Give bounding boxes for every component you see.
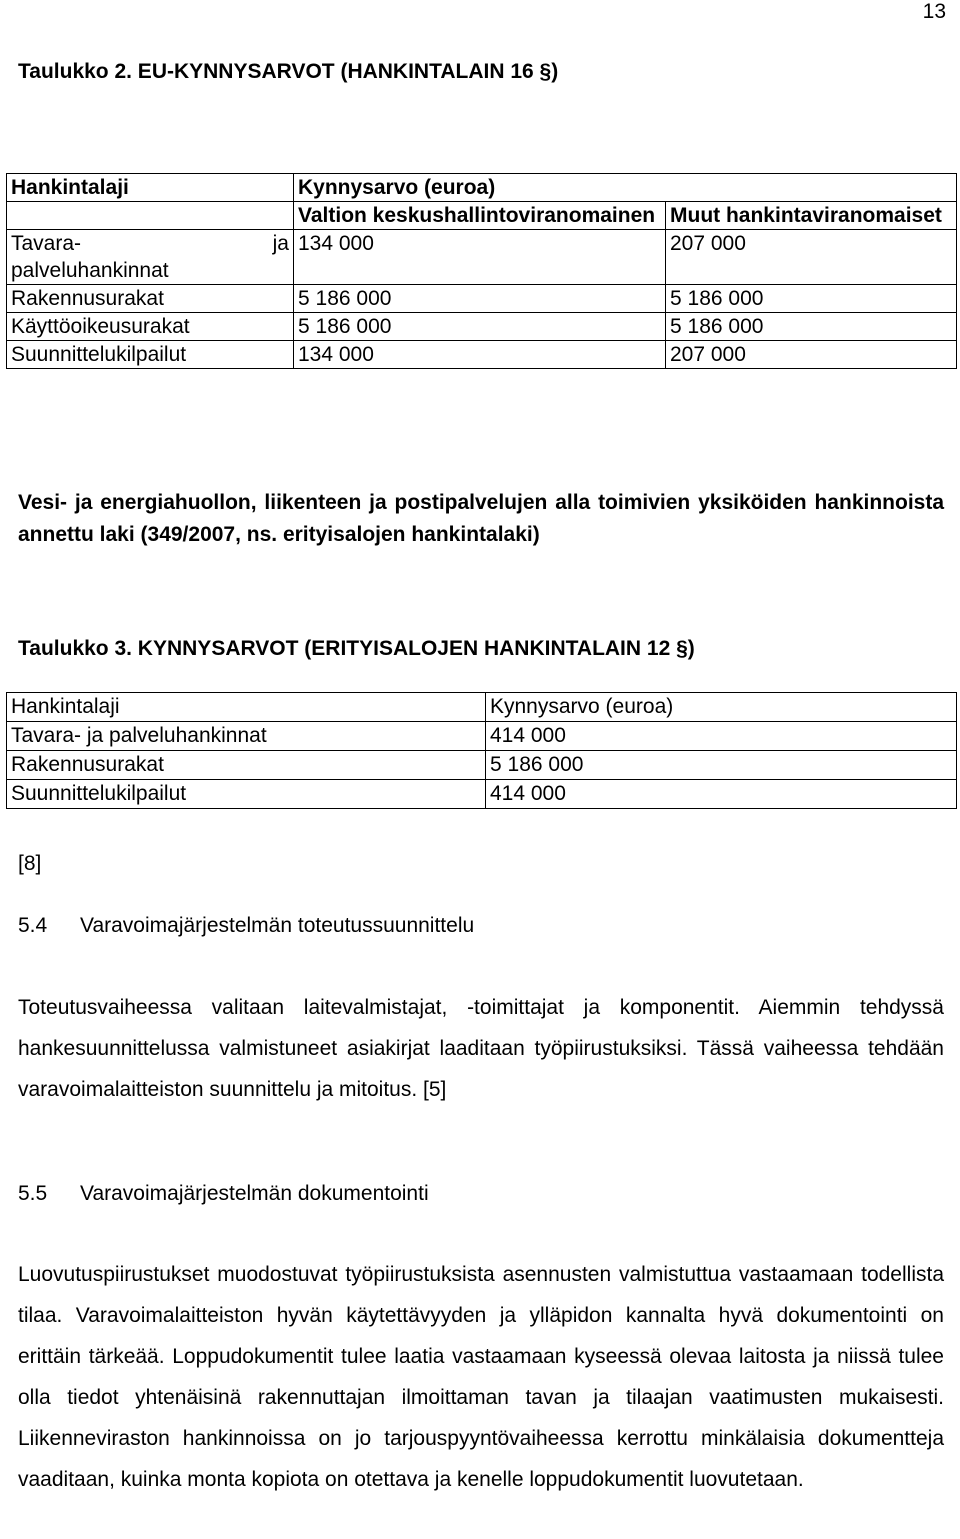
section-5-5-body: Luovutuspiirustukset muodostuvat työpiirustuksista asennusten valmistuttua vastaamaan todellista tilaa. Varavoimalaitteiston hyvän käytettävyyden ja ylläpidon kannalta hyvä dokumentointi on erittäin tärkeää. Loppudokumentit tulee laatia vastaamaan kyseessä olevaa laitosta ja niissä tulee olla tiedot yhtenäisinä rakennuttajan ilmoittaman tavan ja tilaajan vaatimusten mukaisesti. Liikenneviraston hankinnoissa on jo tarjouspyyntövaiheessa kerrottu minkälaisia dokumentteja vaaditaan, kuinka monta kopiota on otettava ja kenelle loppudokumentit luovutetaan. — [18, 1263, 944, 1491]
table-cell: 5 186 000 — [666, 285, 957, 313]
table-cell: 207 000 — [666, 230, 957, 285]
table-cell: 5 186 000 — [486, 751, 957, 780]
table-cell: 5 186 000 — [294, 285, 666, 313]
table2-caption: Taulukko 2. EU-KYNNYSARVOT (HANKINTALAIN 16 §) — [18, 60, 559, 83]
table-cell: Käyttöoikeusurakat — [7, 313, 294, 341]
table2-header-type: Hankintalaji — [7, 174, 294, 202]
section-5-5-heading — [18, 1182, 429, 1206]
table2-subheader-other: Muut hankintaviranomaiset — [666, 202, 957, 230]
table-row — [7, 174, 957, 202]
table-cell: Rakennusurakat — [7, 751, 486, 780]
section-number: 5.4 — [18, 914, 48, 937]
table3-header-type: Hankintalaji — [7, 693, 486, 722]
table2-header-threshold: Kynnysarvo (euroa) — [294, 174, 666, 202]
table-cell: 207 000 — [666, 341, 957, 369]
table-cell: 134 000 — [294, 341, 666, 369]
table3-caption: Taulukko 3. KYNNYSARVOT (ERITYISALOJEN HANKINTALAIN 12 §) — [18, 637, 695, 660]
table-row — [7, 751, 957, 780]
section-5-4-body: Toteutusvaiheessa valitaan laitevalmistajat, -toimittajat ja komponentit. Aiemmin tehdyssä hankesuunnittelussa valmistuneet asiakirjat laaditaan työpiirustuksiksi. Tässä vaiheessa tehdään varavoimalaitteiston suunnittelu ja mitoitus. [5] — [18, 996, 944, 1101]
table-cell: Rakennusurakat — [7, 285, 294, 313]
table-row — [7, 313, 957, 341]
table-cell: 5 186 000 — [294, 313, 666, 341]
section-title: Varavoimajärjestelmän toteutussuunnittelu — [80, 914, 475, 937]
table-row — [7, 285, 957, 313]
table-cell: Suunnittelukilpailut — [7, 341, 294, 369]
table-row — [7, 202, 957, 230]
table-cell: Suunnittelukilpailut — [7, 780, 486, 809]
table2-subheader-state: Valtion keskushallintoviranomainen — [294, 202, 666, 230]
reference-8: [8] — [18, 852, 42, 875]
table3-header-threshold: Kynnysarvo (euroa) — [486, 693, 957, 722]
page-number: 13 — [922, 0, 946, 23]
table-cell: 5 186 000 — [666, 313, 957, 341]
table-row — [7, 693, 957, 722]
table-row — [7, 780, 957, 809]
table2 — [6, 173, 957, 369]
table-row — [7, 341, 957, 369]
table-cell: 414 000 — [486, 780, 957, 809]
table3 — [6, 692, 957, 809]
table-cell: 134 000 — [294, 230, 666, 285]
section-5-4-heading — [18, 914, 474, 938]
law-paragraph: Vesi- ja energiahuollon, liikenteen ja postipalvelujen alla toimivien yksiköiden hankinnoista annettu laki (349/2007, ns. erityisalojen hankintalaki) — [18, 491, 944, 546]
section-title: Varavoimajärjestelmän dokumentointi — [80, 1182, 429, 1205]
table-cell: Tavara- ja palveluhankinnat — [7, 230, 294, 285]
table-cell: 414 000 — [486, 722, 957, 751]
table-row — [7, 230, 957, 285]
section-number: 5.5 — [18, 1182, 48, 1205]
table-row — [7, 722, 957, 751]
table-cell: Tavara- ja palveluhankinnat — [7, 722, 486, 751]
